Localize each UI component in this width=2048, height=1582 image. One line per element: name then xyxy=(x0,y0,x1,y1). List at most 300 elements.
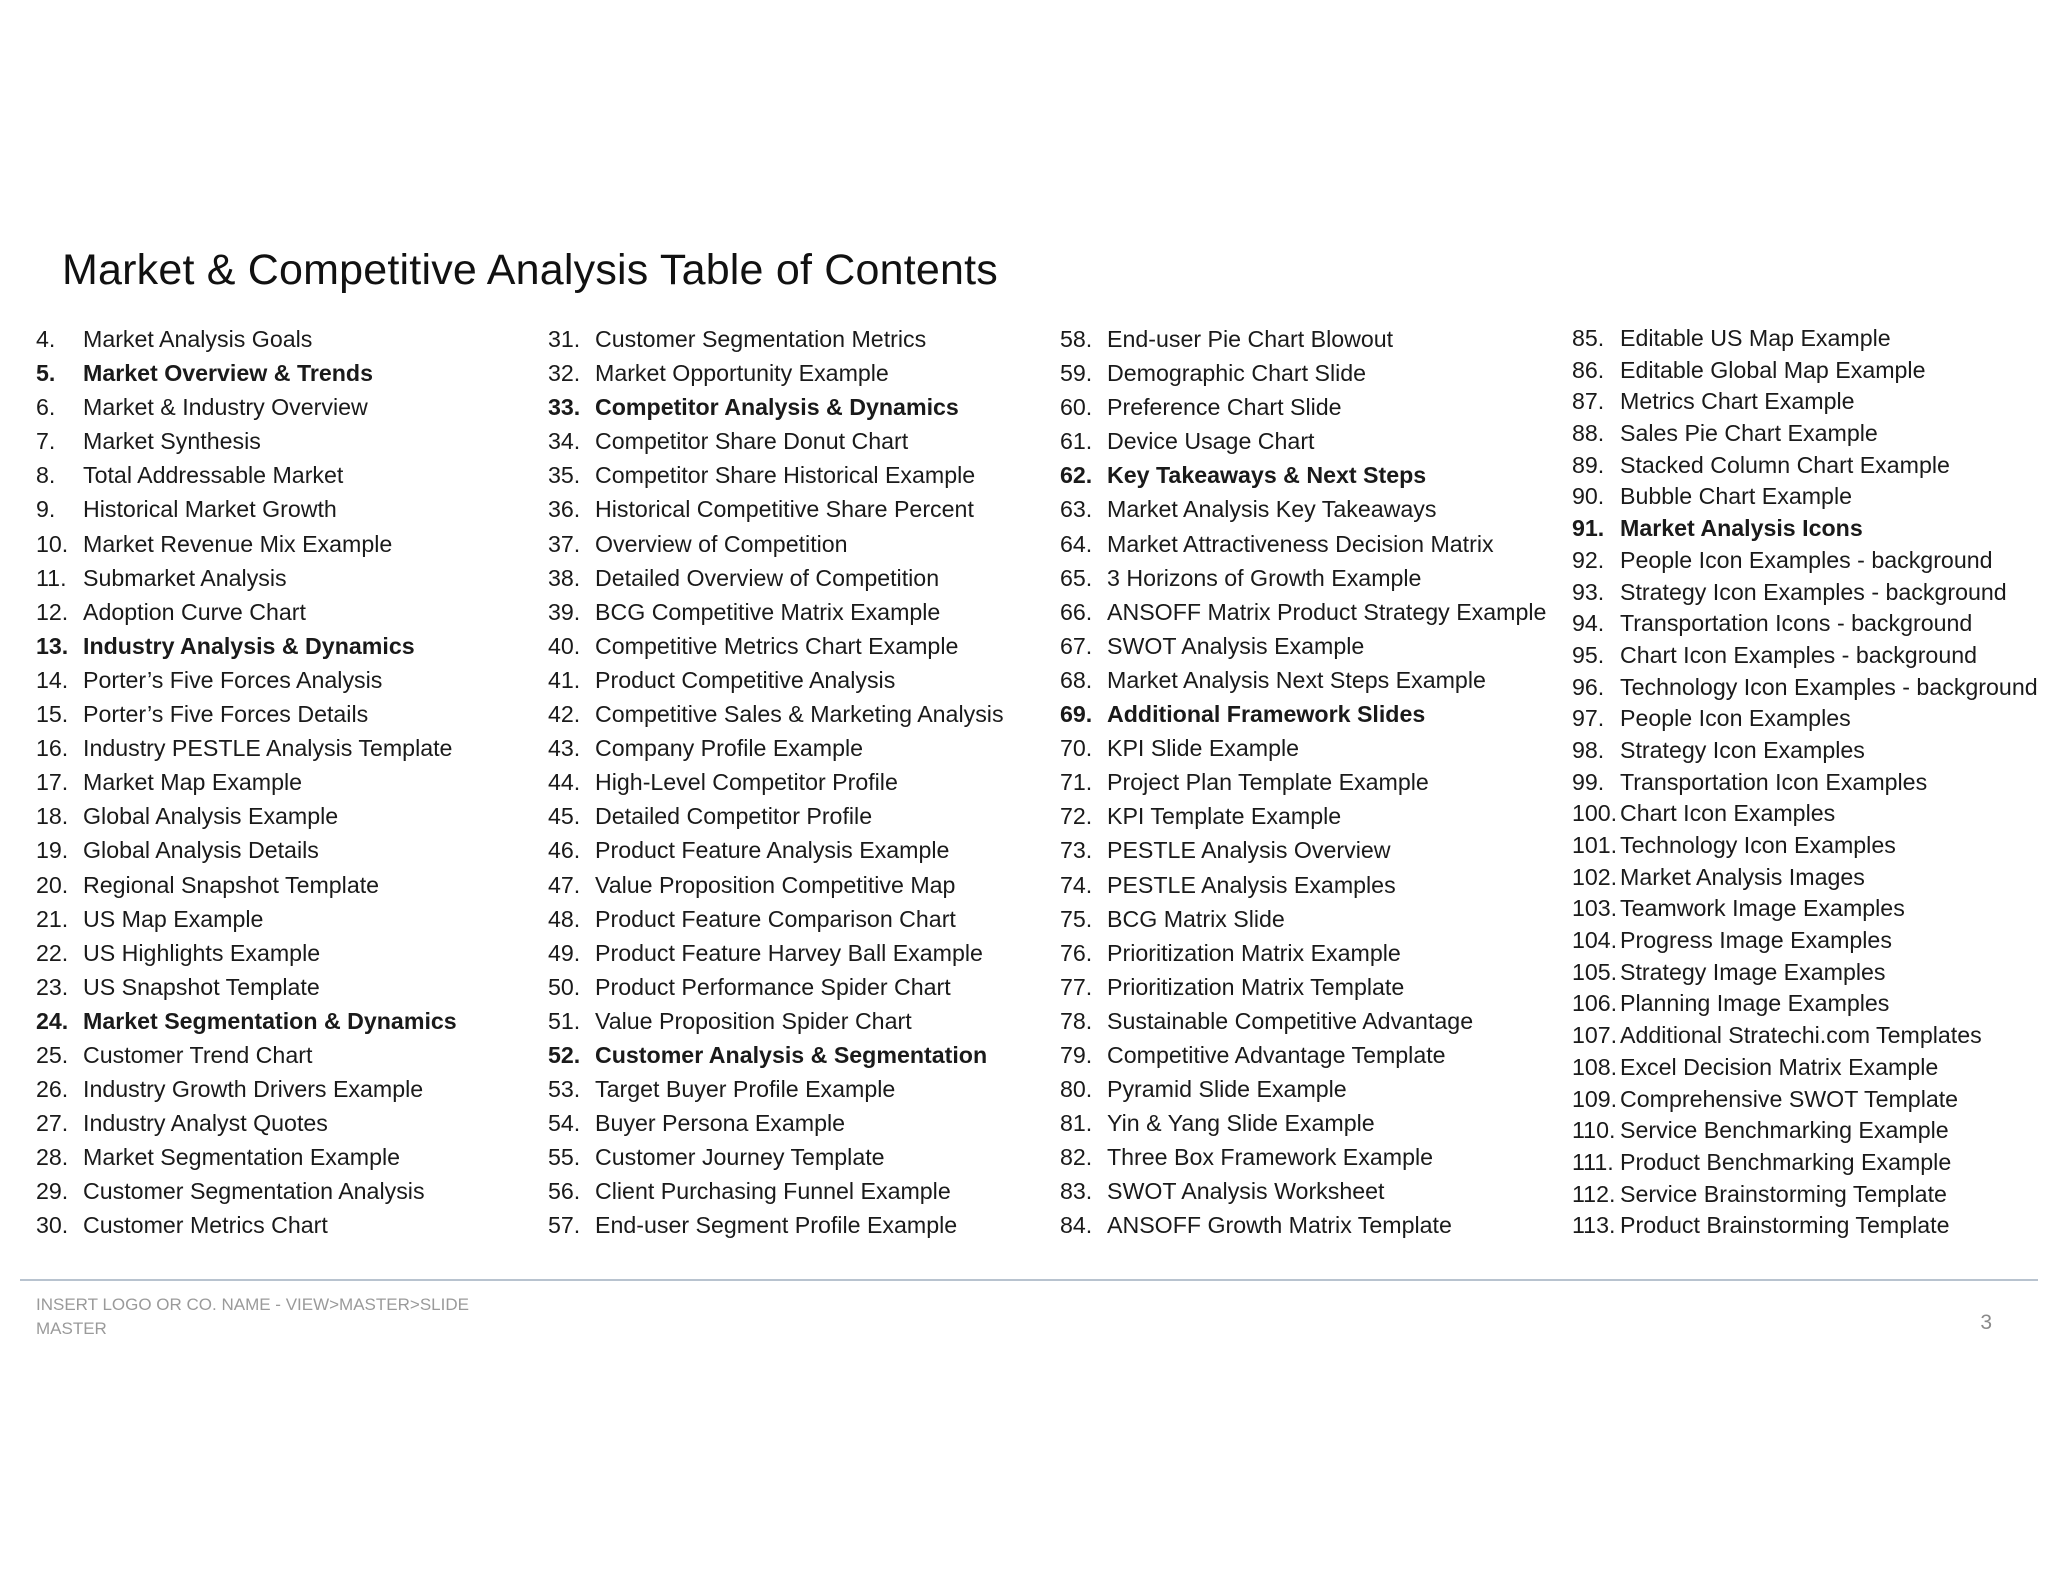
toc-item-number: 75. xyxy=(1060,905,1093,932)
toc-item-label: Product Feature Comparison Chart xyxy=(595,905,956,932)
toc-item-number: 54. xyxy=(548,1110,581,1137)
toc-item-number: 24. xyxy=(36,1007,69,1034)
toc-item-number: 52. xyxy=(548,1041,581,1068)
toc-item-number: 65. xyxy=(1060,564,1093,591)
toc-item-number: 111. xyxy=(1572,1148,1614,1175)
toc-item-number: 33. xyxy=(548,394,581,421)
toc-item xyxy=(1572,1209,2048,1241)
toc-section-heading xyxy=(548,1038,1048,1072)
toc-item-label: Product Feature Analysis Example xyxy=(595,837,950,864)
toc-item-label: Strategy Image Examples xyxy=(1620,958,1886,985)
toc-item-number: 104. xyxy=(1572,927,1618,954)
toc-item-number: 81. xyxy=(1060,1110,1093,1137)
toc-item-label: Pyramid Slide Example xyxy=(1107,1076,1347,1103)
toc-section-heading xyxy=(1060,697,1560,731)
toc-item-label: ANSOFF Growth Matrix Template xyxy=(1107,1212,1452,1239)
toc-item-number: 44. xyxy=(548,769,581,796)
toc-item-label: Comprehensive SWOT Template xyxy=(1620,1085,1959,1112)
toc-item xyxy=(1060,1004,1560,1038)
toc-item xyxy=(548,663,1048,697)
toc-item-number: 78. xyxy=(1060,1007,1093,1034)
toc-item-label: Competitive Metrics Chart Example xyxy=(595,632,959,659)
toc-item-label: Market Map Example xyxy=(83,769,303,796)
toc-item-number: 41. xyxy=(548,666,581,693)
toc-item-label: Market Segmentation Example xyxy=(83,1144,401,1171)
toc-item xyxy=(1572,671,2048,703)
toc-item-number: 7. xyxy=(36,428,56,455)
toc-item xyxy=(548,322,1048,356)
toc-item-number: 10. xyxy=(36,530,69,557)
toc-item-number: 88. xyxy=(1572,420,1605,447)
toc-item xyxy=(36,527,536,561)
toc-item-label: Product Performance Spider Chart xyxy=(595,973,951,1000)
toc-item xyxy=(1572,924,2048,956)
toc-item-number: 86. xyxy=(1572,356,1605,383)
toc-item xyxy=(1572,449,2048,481)
toc-item-number: 87. xyxy=(1572,388,1605,415)
toc-item-number: 93. xyxy=(1572,578,1605,605)
toc-item xyxy=(1060,492,1560,526)
toc-item xyxy=(548,1140,1048,1174)
toc-item-label: Market Attractiveness Decision Matrix xyxy=(1107,530,1494,557)
toc-item xyxy=(548,833,1048,867)
toc-item xyxy=(1572,1019,2048,1051)
toc-item-label: Planning Image Examples xyxy=(1620,990,1890,1017)
toc-item xyxy=(1572,544,2048,576)
toc-item-number: 34. xyxy=(548,428,581,455)
toc-item-label: End-user Segment Profile Example xyxy=(595,1212,958,1239)
toc-item-label: Market Analysis Images xyxy=(1620,863,1865,890)
toc-item-label: Prioritization Matrix Example xyxy=(1107,939,1401,966)
toc-item-number: 11. xyxy=(36,564,67,591)
toc-item-number: 22. xyxy=(36,939,69,966)
toc-item-label: SWOT Analysis Worksheet xyxy=(1107,1178,1385,1205)
toc-item-number: 46. xyxy=(548,837,581,864)
toc-item-label: Customer Segmentation Metrics xyxy=(595,326,927,352)
toc-item xyxy=(548,697,1048,731)
toc-item-label: Porter’s Five Forces Analysis xyxy=(83,666,383,693)
toc-item-number: 49. xyxy=(548,939,581,966)
toc-item-label: Market Analysis Goals xyxy=(83,326,313,352)
toc-item-number: 66. xyxy=(1060,598,1093,625)
toc-item xyxy=(1572,861,2048,893)
toc-item-number: 91. xyxy=(1572,515,1605,542)
toc-item xyxy=(36,424,536,458)
toc-item xyxy=(1060,322,1560,356)
toc-item-number: 83. xyxy=(1060,1178,1093,1205)
toc-item xyxy=(36,731,536,765)
toc-item-label: Key Takeaways & Next Steps xyxy=(1107,462,1427,489)
toc-item-label: Market Analysis Next Steps Example xyxy=(1107,666,1486,693)
toc-item-number: 43. xyxy=(548,735,581,762)
toc-item xyxy=(1572,829,2048,861)
toc-item-label: PESTLE Analysis Examples xyxy=(1107,871,1396,898)
toc-item xyxy=(548,595,1048,629)
toc-item-number: 55. xyxy=(548,1144,581,1171)
toc-column-3 xyxy=(1060,322,1560,1243)
toc-item xyxy=(1572,385,2048,417)
toc-item xyxy=(1572,797,2048,829)
toc-item xyxy=(1060,765,1560,799)
toc-item xyxy=(36,1174,536,1208)
toc-item-label: Overview of Competition xyxy=(595,530,848,557)
toc-item-label: Teamwork Image Examples xyxy=(1620,895,1905,922)
toc-item-label: US Map Example xyxy=(83,905,264,932)
toc-item-number: 96. xyxy=(1572,673,1605,700)
toc-item-number: 101. xyxy=(1572,832,1618,858)
toc-item-number: 85. xyxy=(1572,325,1605,351)
toc-item-label: SWOT Analysis Example xyxy=(1107,632,1365,659)
toc-item-number: 74. xyxy=(1060,871,1093,898)
toc-item-number: 84. xyxy=(1060,1212,1093,1239)
toc-item-label: Editable Global Map Example xyxy=(1620,356,1926,383)
toc-item xyxy=(36,322,536,356)
toc-item-number: 36. xyxy=(548,496,581,523)
toc-item-label: Transportation Icons - background xyxy=(1620,610,1973,637)
toc-item xyxy=(36,663,536,697)
toc-item-label: End-user Pie Chart Blowout xyxy=(1107,326,1394,352)
toc-item xyxy=(36,1208,536,1242)
toc-item-label: Global Analysis Example xyxy=(83,803,339,830)
toc-item-number: 105. xyxy=(1572,958,1618,985)
toc-item xyxy=(1572,1146,2048,1178)
toc-item-number: 42. xyxy=(548,701,581,728)
toc-item-label: Total Addressable Market xyxy=(83,462,344,489)
toc-item xyxy=(1572,1051,2048,1083)
toc-item-number: 53. xyxy=(548,1076,581,1103)
toc-item-number: 21. xyxy=(36,905,69,932)
toc-item xyxy=(548,765,1048,799)
footer-divider xyxy=(20,1279,2038,1281)
toc-item-number: 18. xyxy=(36,803,69,830)
toc-item-label: Market & Industry Overview xyxy=(83,394,368,421)
toc-section-heading xyxy=(1060,458,1560,492)
toc-item-label: PESTLE Analysis Overview xyxy=(1107,837,1391,864)
toc-item-label: Sales Pie Chart Example xyxy=(1620,420,1878,447)
toc-item xyxy=(1572,766,2048,798)
toc-item-number: 26. xyxy=(36,1076,69,1103)
toc-item-number: 57. xyxy=(548,1212,581,1239)
toc-item xyxy=(1572,322,2048,354)
toc-item-number: 16. xyxy=(36,735,69,762)
toc-item xyxy=(36,868,536,902)
toc-item xyxy=(1572,1114,2048,1146)
toc-item-label: Preference Chart Slide xyxy=(1107,394,1342,421)
toc-item-number: 102. xyxy=(1572,863,1618,890)
toc-item-number: 92. xyxy=(1572,546,1605,573)
toc-item-label: Competitor Share Historical Example xyxy=(595,462,976,489)
toc-item xyxy=(36,902,536,936)
toc-item xyxy=(1060,1106,1560,1140)
toc-item-label: Transportation Icon Examples xyxy=(1620,768,1928,795)
toc-item-number: 109. xyxy=(1572,1085,1618,1112)
toc-item xyxy=(548,1004,1048,1038)
toc-item-number: 64. xyxy=(1060,530,1093,557)
toc-item xyxy=(1060,970,1560,1004)
toc-item-number: 71. xyxy=(1060,769,1093,796)
toc-item-label: Market Analysis Key Takeaways xyxy=(1107,496,1437,523)
toc-item xyxy=(548,458,1048,492)
toc-column-2 xyxy=(548,322,1048,1243)
toc-item-label: Competitive Advantage Template xyxy=(1107,1041,1446,1068)
toc-item xyxy=(548,936,1048,970)
toc-item-label: Demographic Chart Slide xyxy=(1107,360,1367,387)
toc-item-number: 73. xyxy=(1060,837,1093,864)
toc-item-label: Technology Icon Examples xyxy=(1620,832,1896,858)
toc-item-label: Market Revenue Mix Example xyxy=(83,530,393,557)
toc-item xyxy=(1572,607,2048,639)
toc-item-number: 60. xyxy=(1060,394,1093,421)
toc-item-label: Historical Competitive Share Percent xyxy=(595,496,974,523)
toc-item-number: 79. xyxy=(1060,1041,1093,1068)
toc-item xyxy=(1572,987,2048,1019)
toc-item-number: 80. xyxy=(1060,1076,1093,1103)
toc-item-label: Adoption Curve Chart xyxy=(83,598,306,625)
toc-item-number: 63. xyxy=(1060,496,1093,523)
toc-item-number: 99. xyxy=(1572,768,1605,795)
toc-item-label: Detailed Competitor Profile xyxy=(595,803,873,830)
toc-item-number: 27. xyxy=(36,1110,69,1137)
toc-item xyxy=(1572,480,2048,512)
toc-item-label: Industry Analyst Quotes xyxy=(83,1110,328,1137)
toc-item-label: Chart Icon Examples xyxy=(1620,800,1836,827)
page-title: Market & Competitive Analysis Table of Contents xyxy=(62,246,998,294)
toc-item-number: 72. xyxy=(1060,803,1093,830)
toc-item-number: 90. xyxy=(1572,483,1605,510)
toc-item-label: Prioritization Matrix Template xyxy=(1107,973,1405,1000)
toc-item-number: 98. xyxy=(1572,736,1605,763)
toc-item-label: Submarket Analysis xyxy=(83,564,287,591)
toc-item-label: Market Opportunity Example xyxy=(595,360,889,387)
toc-section-heading xyxy=(548,390,1048,424)
toc-item-number: 95. xyxy=(1572,641,1605,668)
toc-item xyxy=(1572,892,2048,924)
toc-item xyxy=(548,1174,1048,1208)
toc-item xyxy=(1060,731,1560,765)
toc-item-number: 94. xyxy=(1572,610,1605,637)
toc-item-label: Metrics Chart Example xyxy=(1620,388,1855,415)
toc-item xyxy=(548,799,1048,833)
toc-item-number: 25. xyxy=(36,1041,69,1068)
toc-item xyxy=(36,936,536,970)
toc-item-number: 68. xyxy=(1060,666,1093,693)
toc-item xyxy=(1572,734,2048,766)
toc-item xyxy=(1572,1083,2048,1115)
toc-item-number: 113. xyxy=(1572,1212,1616,1239)
toc-item-label: People Icon Examples - background xyxy=(1620,546,1993,573)
toc-item-label: Historical Market Growth xyxy=(83,496,337,523)
toc-item xyxy=(1060,663,1560,697)
toc-item-label: Market Synthesis xyxy=(83,428,261,455)
toc-item-number: 38. xyxy=(548,564,581,591)
toc-item xyxy=(36,1038,536,1072)
page-number: 3 xyxy=(1980,1311,1992,1334)
toc-item-label: Strategy Icon Examples - background xyxy=(1620,578,2007,605)
toc-item-number: 45. xyxy=(548,803,581,830)
toc-item-number: 14. xyxy=(36,666,69,693)
toc-item xyxy=(548,356,1048,390)
toc-item xyxy=(36,799,536,833)
toc-item xyxy=(548,731,1048,765)
toc-item-number: 13. xyxy=(36,632,69,659)
toc-item xyxy=(1572,639,2048,671)
toc-item-label: ANSOFF Matrix Product Strategy Example xyxy=(1107,598,1547,625)
toc-section-heading xyxy=(36,629,536,663)
toc-item-label: Industry Growth Drivers Example xyxy=(83,1076,424,1103)
toc-item-number: 37. xyxy=(548,530,581,557)
toc-item-label: Device Usage Chart xyxy=(1107,428,1315,455)
footer-logo-placeholder: INSERT LOGO OR CO. NAME - VIEW>MASTER>SLIDE MASTER xyxy=(36,1295,469,1338)
toc-item-label: Stacked Column Chart Example xyxy=(1620,451,1950,478)
toc-item-number: 9. xyxy=(36,496,56,523)
toc-item-number: 15. xyxy=(36,701,69,728)
toc-item-number: 89. xyxy=(1572,451,1605,478)
toc-item xyxy=(1060,1038,1560,1072)
toc-item-number: 12. xyxy=(36,598,69,625)
toc-item-label: Regional Snapshot Template xyxy=(83,871,380,898)
toc-item-label: Industry PESTLE Analysis Template xyxy=(83,735,453,762)
toc-item-number: 23. xyxy=(36,973,69,1000)
toc-item-number: 30. xyxy=(36,1212,69,1239)
toc-item xyxy=(36,697,536,731)
toc-item-label: Target Buyer Profile Example xyxy=(595,1076,896,1103)
toc-item-label: BCG Competitive Matrix Example xyxy=(595,598,941,625)
toc-item xyxy=(36,492,536,526)
toc-item-label: Competitor Analysis & Dynamics xyxy=(595,394,959,421)
toc-item xyxy=(1060,799,1560,833)
toc-item-number: 31. xyxy=(548,326,581,352)
toc-item-label: Customer Trend Chart xyxy=(83,1041,313,1068)
toc-item-label: Buyer Persona Example xyxy=(595,1110,846,1137)
toc-item-number: 20. xyxy=(36,871,69,898)
toc-item-number: 70. xyxy=(1060,735,1093,762)
toc-item-label: Product Feature Harvey Ball Example xyxy=(595,939,983,966)
toc-item-number: 110. xyxy=(1572,1117,1616,1144)
toc-item-number: 62. xyxy=(1060,462,1093,489)
toc-item xyxy=(1060,1072,1560,1106)
toc-item-label: High-Level Competitor Profile xyxy=(595,769,898,796)
toc-item-label: Additional Framework Slides xyxy=(1107,701,1426,728)
toc-item-label: Value Proposition Spider Chart xyxy=(595,1007,912,1034)
toc-item-label: Chart Icon Examples - background xyxy=(1620,641,1978,668)
toc-item xyxy=(1060,561,1560,595)
toc-item-label: Competitor Share Donut Chart xyxy=(595,428,909,455)
toc-item xyxy=(1572,576,2048,608)
toc-item-number: 97. xyxy=(1572,705,1605,732)
toc-item xyxy=(1060,595,1560,629)
toc-item xyxy=(36,458,536,492)
toc-item-number: 69. xyxy=(1060,701,1093,728)
toc-item-number: 106. xyxy=(1572,990,1618,1017)
toc-item-number: 100. xyxy=(1572,800,1618,827)
toc-column-1 xyxy=(36,322,536,1243)
toc-item xyxy=(548,902,1048,936)
toc-item xyxy=(1060,527,1560,561)
toc-item xyxy=(548,629,1048,663)
toc-item-label: Industry Analysis & Dynamics xyxy=(83,632,415,659)
toc-item-label: Editable US Map Example xyxy=(1620,325,1891,351)
toc-item xyxy=(1572,1178,2048,1210)
toc-item-label: People Icon Examples xyxy=(1620,705,1851,732)
toc-item xyxy=(1572,702,2048,734)
toc-item-number: 50. xyxy=(548,973,581,1000)
toc-item-label: Market Segmentation & Dynamics xyxy=(83,1007,457,1034)
toc-item-number: 40. xyxy=(548,632,581,659)
toc-item-label: Porter’s Five Forces Details xyxy=(83,701,369,728)
toc-item-label: Detailed Overview of Competition xyxy=(595,564,940,591)
toc-item xyxy=(36,595,536,629)
toc-item-label: KPI Template Example xyxy=(1107,803,1342,830)
toc-item-label: Sustainable Competitive Advantage xyxy=(1107,1007,1474,1034)
toc-item xyxy=(1060,1140,1560,1174)
toc-item-label: Service Benchmarking Example xyxy=(1620,1117,1949,1144)
toc-item xyxy=(548,424,1048,458)
toc-item xyxy=(36,970,536,1004)
toc-item-label: US Snapshot Template xyxy=(83,973,320,1000)
toc-item-label: Customer Analysis & Segmentation xyxy=(595,1041,988,1068)
toc-item xyxy=(1572,417,2048,449)
toc-item xyxy=(1060,833,1560,867)
toc-item-label: Global Analysis Details xyxy=(83,837,319,864)
toc-item-label: Customer Metrics Chart xyxy=(83,1212,328,1239)
toc-item-label: Three Box Framework Example xyxy=(1107,1144,1434,1171)
toc-section-heading xyxy=(36,356,536,390)
toc-item xyxy=(1572,354,2048,386)
toc-item-number: 58. xyxy=(1060,326,1093,352)
toc-item-label: Product Brainstorming Template xyxy=(1620,1212,1950,1239)
toc-item xyxy=(36,1106,536,1140)
toc-item xyxy=(36,833,536,867)
toc-item xyxy=(36,390,536,424)
toc-item xyxy=(1060,868,1560,902)
toc-item-label: Customer Journey Template xyxy=(595,1144,885,1171)
toc-item-number: 32. xyxy=(548,360,581,387)
toc-item xyxy=(548,492,1048,526)
toc-item xyxy=(548,527,1048,561)
toc-item-number: 107. xyxy=(1572,1022,1618,1049)
toc-item-label: Progress Image Examples xyxy=(1620,927,1892,954)
toc-item-label: Competitive Sales & Marketing Analysis xyxy=(595,701,1004,728)
toc-item-number: 56. xyxy=(548,1178,581,1205)
toc-column-4 xyxy=(1572,322,2048,1241)
toc-item-label: Product Benchmarking Example xyxy=(1620,1148,1952,1175)
toc-item xyxy=(1060,902,1560,936)
toc-item-number: 76. xyxy=(1060,939,1093,966)
toc-item-label: Service Brainstorming Template xyxy=(1620,1180,1947,1207)
toc-item-number: 77. xyxy=(1060,973,1093,1000)
toc-item-number: 82. xyxy=(1060,1144,1093,1171)
toc-item-number: 47. xyxy=(548,871,581,898)
toc-item-label: Value Proposition Competitive Map xyxy=(595,871,956,898)
toc-item xyxy=(1060,424,1560,458)
toc-item-number: 48. xyxy=(548,905,581,932)
toc-item-label: Strategy Icon Examples xyxy=(1620,736,1865,763)
toc-item-number: 4. xyxy=(36,326,56,352)
toc-item xyxy=(1060,1174,1560,1208)
toc-item xyxy=(548,868,1048,902)
toc-item-number: 103. xyxy=(1572,895,1618,922)
toc-section-heading xyxy=(36,1004,536,1038)
toc-item-number: 8. xyxy=(36,462,56,489)
toc-item-label: Yin & Yang Slide Example xyxy=(1107,1110,1375,1137)
toc-item-label: Customer Segmentation Analysis xyxy=(83,1178,425,1205)
toc-item xyxy=(36,1140,536,1174)
toc-item-number: 112. xyxy=(1572,1180,1616,1207)
toc-item-label: BCG Matrix Slide xyxy=(1107,905,1285,932)
toc-item-label: KPI Slide Example xyxy=(1107,735,1300,762)
toc-item xyxy=(548,1072,1048,1106)
toc-item-label: Technology Icon Examples - background xyxy=(1620,673,2038,700)
